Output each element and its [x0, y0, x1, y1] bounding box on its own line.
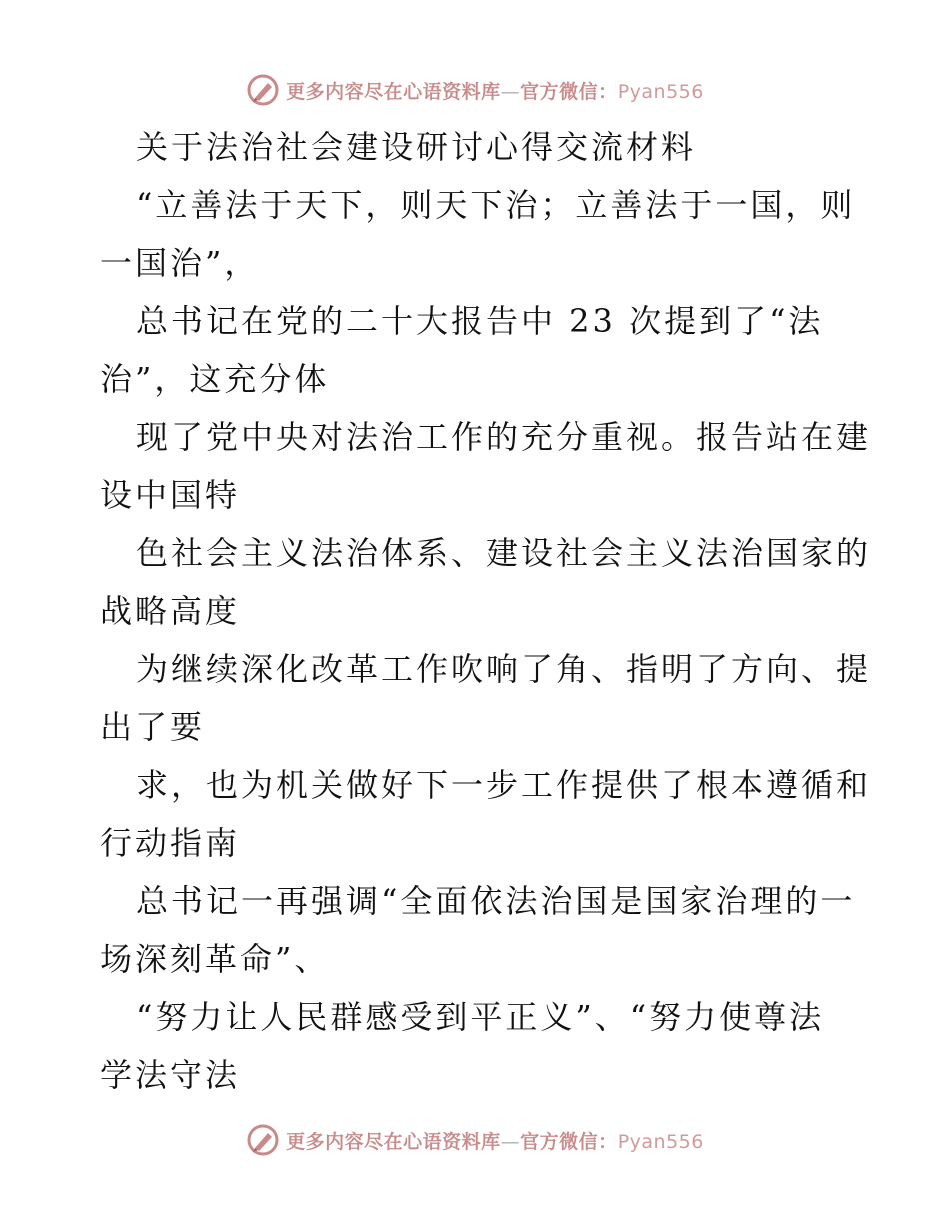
footer-watermark: [0, 1122, 950, 1158]
text-line: 关于法治社会建设研讨心得交流材料: [136, 128, 697, 166]
pen-logo-icon: [246, 1123, 280, 1157]
text-line: 色社会主义法治体系、建设社会主义法治国家的: [136, 534, 872, 572]
text-line: 现了党中央对法治工作的充分重视。报告站在建: [136, 418, 872, 456]
watermark-wechat-id: Pyan556: [617, 80, 704, 103]
document-body: [100, 118, 872, 1104]
watermark-label: 官方微信：: [520, 1130, 618, 1153]
text-line: 战略高度: [100, 592, 241, 630]
watermark-text: [286, 1127, 704, 1154]
text-line: 一国治”，: [100, 244, 260, 282]
text-line: 出了要: [100, 708, 206, 746]
text-line: “努力让人民群感受到平正义”、“努力使尊法: [136, 998, 825, 1036]
text-line: 设中国特: [100, 476, 241, 514]
text-line: “立善法于天下，则天下治；立善法于一国，则: [136, 186, 856, 224]
text-line: 为继续深化改革工作吹响了角、指明了方向、提: [136, 650, 872, 688]
watermark-separator: —: [500, 1130, 521, 1153]
watermark-label: 官方微信：: [520, 80, 618, 103]
watermark-wechat-id: Pyan556: [617, 1130, 704, 1153]
text-line: 治”，这充分体: [100, 360, 330, 398]
text-line: 学法守法: [100, 1056, 241, 1094]
watermark-site: 更多内容尽在心语资料库: [286, 1130, 501, 1153]
pen-logo-icon: [246, 73, 280, 107]
watermark-text: [286, 77, 704, 104]
text-line: 总书记在党的二十大报告中 23 次提到了“法: [136, 302, 824, 340]
text-line: 场深刻革命”、: [100, 940, 330, 978]
text-line: 求，也为机关做好下一步工作提供了根本遵循和: [136, 766, 872, 804]
watermark-separator: —: [500, 80, 521, 103]
text-line: 行动指南: [100, 824, 241, 862]
text-line: 总书记一再强调“全面依法治国是国家治理的一: [136, 882, 856, 920]
watermark-site: 更多内容尽在心语资料库: [286, 80, 501, 103]
header-watermark: [0, 72, 950, 108]
